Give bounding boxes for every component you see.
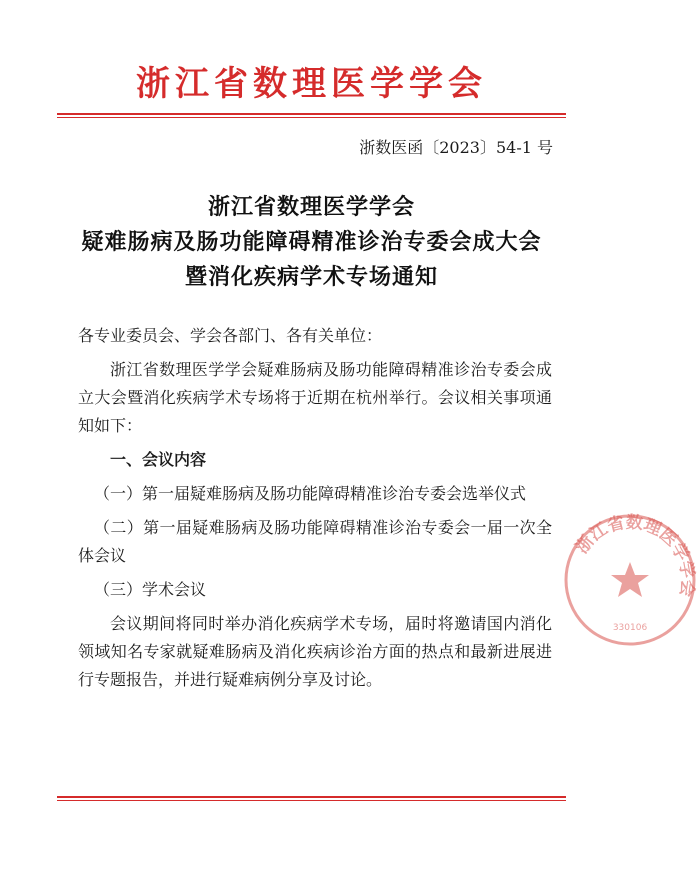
seal-text: 浙江省数理医学学会 [572,512,698,598]
letterhead-org-name: 浙江省数理医学学会 [136,64,487,104]
official-seal-stamp [560,510,700,650]
footer-red-rule [57,796,566,798]
document-number: 浙数医函〔2023〕54-1 号 [359,138,553,157]
title-line-3: 暨消化疾病学术专场通知 [184,264,438,290]
title-line-2: 疑难肠病及肠功能障碍精准诊治专委会成大会 [81,229,542,255]
content-item-3: （三）学术会议 [94,580,207,599]
letterhead-red-rule [57,113,566,115]
footer-red-rule-thin [57,800,566,801]
svg-text:浙江省数理医学学会 [571,512,698,599]
seal-star-icon [611,562,649,597]
title-line-1: 浙江省数理医学学会 [207,194,415,220]
content-item-1: （一）第一届疑难肠病及肠功能障碍精准诊治专委会选举仪式 [94,484,527,503]
letterhead-red-rule-thin [57,117,566,118]
intro-paragraph: 浙江省数理医学学会疑难肠病及肠功能障碍精准诊治专委会成立大会暨消化疾病学术专场将于近期在杭州举行。会议相关事项通知如下： [78,360,552,435]
seal-code: 330106 [612,623,648,633]
notice-body [78,322,552,694]
meeting-paragraph: 会议期间将同时举办消化疾病学术专场，届时将邀请国内消化领域知名专家就疑难肠病及消化疾病诊治方面的热点和最新进展进行专题报告，并进行疑难病例分享及讨论。 [78,614,552,689]
salutation: 各专业委员会、学会各部门、各有关单位： [78,326,383,345]
content-item-2: （二）第一届疑难肠病及肠功能障碍精准诊治专委会一届一次全体会议 [78,518,552,565]
section-heading-1: 一、会议内容 [110,450,207,469]
